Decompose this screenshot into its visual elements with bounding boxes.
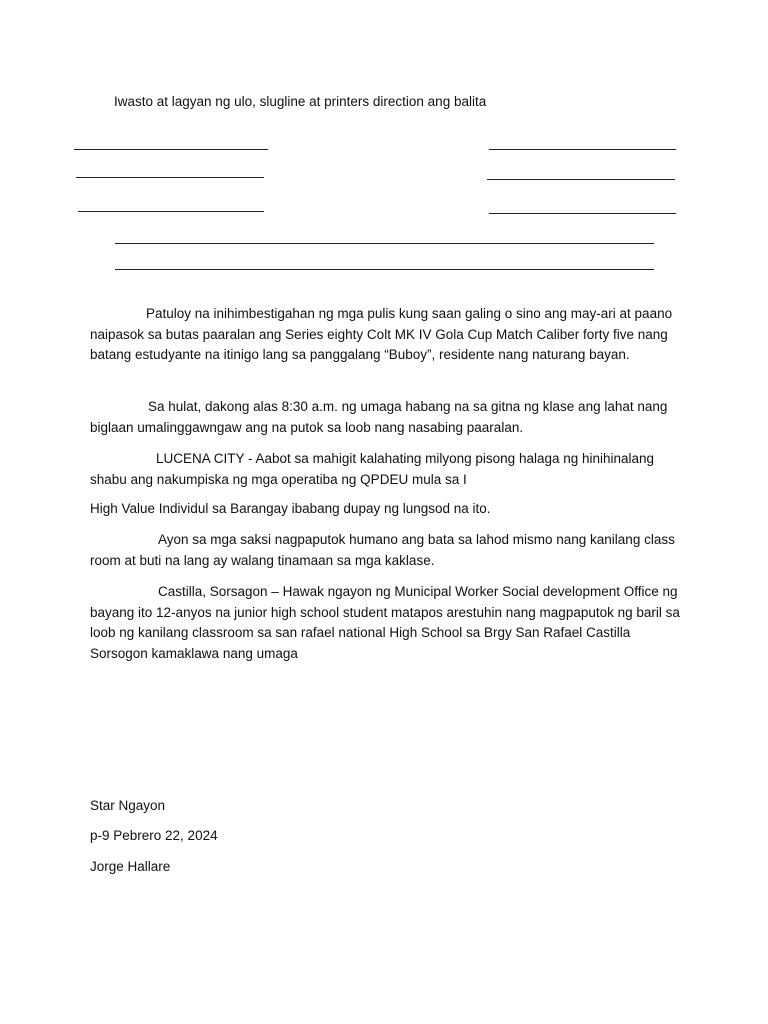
paragraph-5: Ayon sa mga saksi nagpaputok humano ang bata sa lahod mismo nang kanilang class room at buti na lang ay walang tinamaan sa mga kaklase. — [90, 532, 675, 568]
author-name: Jorge Hallare — [90, 859, 171, 874]
blank-line-left-3 — [78, 211, 264, 212]
blank-line-right-1 — [489, 149, 676, 150]
page-date: p-9 Pebrero 22, 2024 — [90, 828, 218, 843]
paragraph-6: Castilla, Sorsagon – Hawak ngayon ng Municipal Worker Social development Office ng bayang ito 12-anyos na junior high school student matapos arestuhin nang magpaputok ng baril sa loob ng kanilang classroom sa san rafael national High School sa Brgy San Rafael Castilla Sorsogon kamaklawa nang umaga — [90, 584, 680, 662]
blank-line-left-1 — [74, 149, 268, 150]
blank-line-right-3 — [489, 213, 676, 214]
paragraph-1: Patuloy na inihimbestigahan ng mga pulis kung saan galing o sino ang may-ari at paano naipasok sa butas paaralan ang Series eighty Colt MK IV Gola Cup Match Caliber forty five nang batang estudyante na itinigo lang sa panggalang “Buboy”, residente nang naturang bayan. — [90, 306, 673, 363]
paragraph-2: Sa hulat, dakong alas 8:30 a.m. ng umaga habang na sa gitna ng klase ang lahat nang biglaan umalinggawngaw ang na putok sa loob nang nasabing paaralan. — [90, 399, 668, 435]
publication-name: Star Ngayon — [90, 798, 166, 813]
headline-line-2 — [115, 269, 654, 270]
blank-line-left-2 — [76, 177, 264, 178]
headline-line-1 — [115, 243, 654, 244]
instruction-text: Iwasto at lagyan ng ulo, slugline at printers direction ang balita — [114, 94, 487, 109]
paragraph-3: LUCENA CITY - Aabot sa mahigit kalahating milyong pisong halaga ng hinihinalang shabu ang nakumpiska ng mga operatiba ng QPDEU mula sa I — [90, 451, 655, 487]
paragraph-4: High Value Individul sa Barangay ibabang dupay ng lungsod na ito. — [90, 501, 491, 516]
blank-line-right-2 — [487, 179, 675, 180]
